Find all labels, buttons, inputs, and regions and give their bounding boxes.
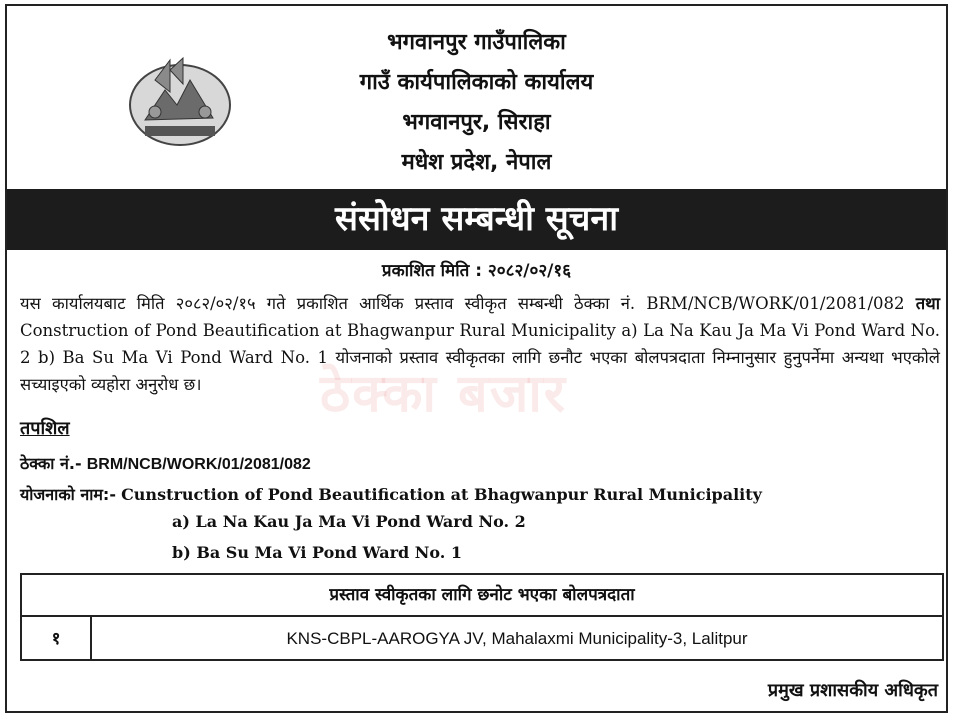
office-address: भगवानपुर, सिराहा bbox=[402, 110, 551, 135]
body-part1: यस कार्यालयबाट मिति २०८२/०२/१५ गते प्रकाशित आर्थिक प्रस्ताव स्वीकृत सम्बन्धी ठेक्का नं. BRM/NCB/WORK/01/2081/082 bbox=[20, 294, 905, 313]
project-sub-b: b) Ba Su Ma Vi Pond Ward No. 1 bbox=[172, 543, 463, 562]
bidder-row-number: १ bbox=[22, 617, 92, 661]
office-header bbox=[7, 6, 946, 189]
project-label: योजनाको नाम:- bbox=[20, 485, 116, 504]
bidder-table bbox=[20, 573, 944, 661]
province-country: मधेश प्रदेश, नेपाल bbox=[401, 150, 552, 175]
contract-row bbox=[20, 452, 311, 474]
project-row bbox=[20, 483, 762, 505]
body-part2: Construction of Pond Beautification at Bhagwanpur Rural Municipality a) La Na Kau Ja Ma Vi Pond Ward No. 2 b) Ba Su Ma Vi Pond Ward No. 1 योजनाको प्रस्ताव स्वीकृतका लागि छनौट भएका बोलपत्रदाता निम्नानुसार हुनुपर्नेमा अन्यथा भएकोले सच्याइएको व्यहोरा अनुरोध छ। bbox=[20, 321, 940, 394]
published-date: प्रकाशित मिति : २०८२/०२/१६ bbox=[381, 261, 572, 281]
notice-title: संसोधन सम्बन्धी सूचना bbox=[7, 189, 946, 250]
project-sub-a: a) La Na Kau Ja Ma Vi Pond Ward No. 2 bbox=[172, 512, 526, 531]
office-name: गाउँ कार्यपालिकाको कार्यालय bbox=[359, 70, 594, 95]
body-tatha: तथा bbox=[915, 294, 940, 313]
bidder-row-name: KNS-CBPL-AAROGYA JV, Mahalaxmi Municipality-3, Lalitpur bbox=[286, 629, 748, 648]
contract-label: ठेक्का नं.- bbox=[20, 454, 82, 473]
municipality-name: भगवानपुर गाउँपालिका bbox=[387, 30, 566, 55]
notice-frame bbox=[5, 4, 948, 713]
details-heading: तपशिल bbox=[20, 418, 70, 439]
bidder-table-header: प्रस्ताव स्वीकृतका लागि छनोट भएका बोलपत्रदाता bbox=[22, 575, 942, 617]
project-name: Cunstruction of Pond Beautification at Bhagwanpur Rural Municipality bbox=[121, 485, 762, 504]
watermark: ठेक्का बजार bbox=[320, 364, 568, 424]
signatory-title: प्रमुख प्रशासकीय अधिकृत bbox=[767, 680, 938, 701]
contract-number: BRM/NCB/WORK/01/2081/082 bbox=[86, 456, 311, 473]
